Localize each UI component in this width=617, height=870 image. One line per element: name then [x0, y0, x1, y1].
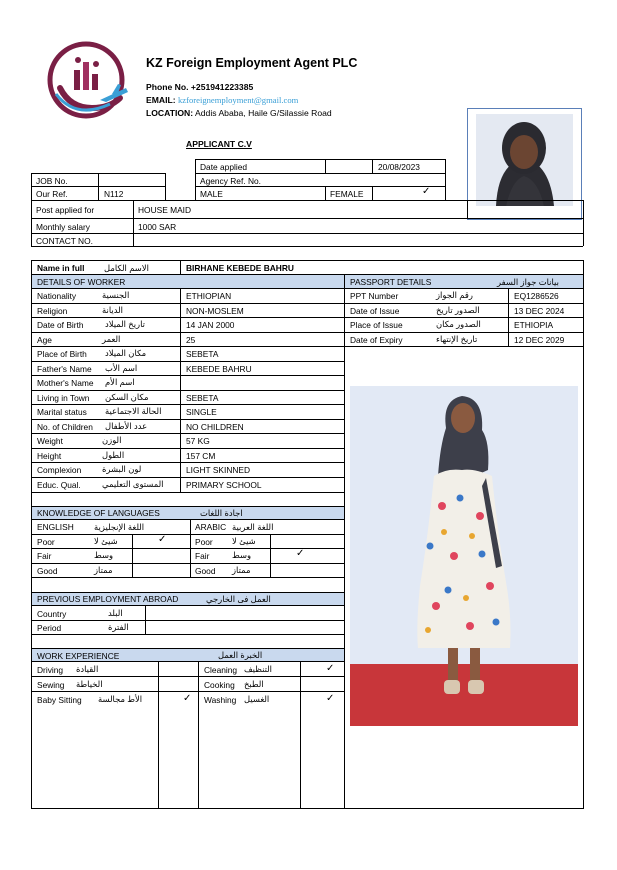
- passport-header: PASSPORT DETAILS: [350, 277, 432, 287]
- work-skill-checkmark: ✓: [326, 663, 335, 674]
- worker-field-label: Nationality: [37, 291, 77, 301]
- worker-field-label-ar: مكان الميلاد: [105, 348, 147, 358]
- location-value: Addis Ababa, Haile G/Silassie Road: [195, 108, 332, 118]
- work-skill-label: Cleaning: [204, 665, 238, 675]
- country-label-ar: البلد: [108, 608, 123, 618]
- passport-field-value: EQ1286526: [514, 291, 559, 301]
- row-divider: [31, 433, 345, 434]
- worker-field-value: 25: [186, 334, 196, 345]
- passport-field-label: PPT Number: [350, 291, 399, 301]
- email-link[interactable]: kzforeignemployment@gmail.com: [178, 95, 299, 105]
- worker-field-label-ar: العمر: [102, 333, 121, 344]
- english-level-label-ar: ممتاز: [94, 564, 113, 575]
- work-skill-label-ar: القيادة: [76, 664, 99, 674]
- arabic-level-label-ar: وسط: [232, 550, 252, 561]
- salary-value: 1000 SAR: [138, 222, 177, 232]
- portrait-photo: [476, 114, 573, 206]
- worker-field-label-ar: اسم الأب: [105, 362, 138, 373]
- work-skill-label-ar: التنظيف: [244, 664, 272, 674]
- our-ref-value: N112: [104, 189, 124, 199]
- row-divider: [344, 303, 584, 304]
- worker-field-value: SINGLE: [186, 407, 217, 417]
- worker-field-value: 14 JAN 2000: [186, 320, 235, 330]
- worker-field-label-ar: تاريخ الميلاد: [105, 319, 145, 329]
- english-label-ar: اللغة الإنجليزية: [94, 522, 145, 532]
- post-value: HOUSE MAID: [138, 205, 192, 215]
- worker-field-value: LIGHT SKINNED: [186, 465, 251, 475]
- company-logo: [40, 38, 132, 122]
- worker-field-label: Complexion: [37, 465, 82, 475]
- worker-field-value: 157 CM: [186, 450, 216, 461]
- passport-field-label-ar: رقم الجواز: [436, 290, 473, 300]
- worker-field-label-ar: اسم الأم: [105, 377, 135, 387]
- row-divider: [31, 332, 345, 333]
- worker-field-value: NON-MOSLEM: [186, 305, 244, 316]
- english-level-checkmark: ✓: [158, 534, 167, 545]
- female-checkmark: ✓: [422, 186, 431, 197]
- worker-field-value: KEBEDE BAHRU: [186, 363, 252, 374]
- company-phone-line: [146, 82, 253, 92]
- row-divider: [31, 676, 345, 677]
- english-level-label-ar: شيئ لا: [94, 536, 118, 546]
- date-applied-value: 20/08/2023: [378, 162, 420, 172]
- worker-field-value: SEBETA: [186, 392, 219, 403]
- logo-globe-hand-plane-icon: [40, 38, 132, 122]
- work-skill-label: Baby Sitting: [37, 695, 82, 705]
- name-value: BIRHANE KEBEDE BAHRU: [186, 263, 294, 273]
- phone-label: Phone No.: [146, 82, 189, 92]
- male-label: MALE: [200, 189, 223, 199]
- country-label: Country: [37, 609, 67, 619]
- worker-field-label-ar: المستوى التعليمي: [102, 478, 164, 489]
- passport-field-label-ar: تاريخ الإنتهاء: [436, 333, 478, 344]
- arabic-label-ar: اللغة العربية: [232, 522, 274, 532]
- row-divider: [31, 404, 345, 405]
- row-divider: [31, 563, 345, 564]
- full-length-photo: [350, 386, 578, 726]
- worker-field-label-ar: الديانة: [102, 304, 123, 315]
- worker-field-label-ar: الحالة الاجتماعية: [105, 406, 162, 416]
- abroad-header: PREVIOUS EMPLOYMENT ABROAD: [37, 594, 179, 604]
- row-divider: [31, 303, 345, 304]
- worker-field-value: 57 KG: [186, 436, 210, 446]
- abroad-header-ar: العمل فى الخارجي: [206, 594, 271, 604]
- work-skill-label: Washing: [204, 695, 237, 705]
- worker-field-label-ar: الوزن: [102, 435, 122, 445]
- row-divider: [31, 691, 345, 692]
- worker-field-label: Marital status: [37, 407, 87, 417]
- job-no-label: JOB No.: [36, 176, 68, 186]
- work-skill-checkmark: ✓: [326, 693, 335, 704]
- row-divider: [31, 477, 345, 478]
- contact-label: CONTACT NO.: [36, 236, 93, 246]
- worker-field-label: Age: [37, 334, 52, 345]
- agency-ref-label: Agency Ref. No.: [200, 176, 261, 186]
- worker-field-label: Father's Name: [37, 363, 92, 374]
- arabic-level-label-ar: شيئ لا: [232, 536, 256, 546]
- row-divider: [31, 361, 345, 362]
- post-label: Post applied for: [36, 205, 95, 215]
- arabic-level-label: Fair: [195, 551, 210, 562]
- english-level-label: Poor: [37, 537, 55, 547]
- worker-field-label-ar: الجنسية: [102, 290, 130, 300]
- row-divider: [31, 317, 345, 318]
- period-label: Period: [37, 623, 62, 633]
- english-level-label: Fair: [37, 551, 52, 562]
- worker-field-label: Living in Town: [37, 392, 90, 403]
- arabic-level-label-ar: ممتاز: [232, 564, 251, 575]
- passport-field-label: Date of Issue: [350, 305, 400, 316]
- work-skill-label-ar: الطبخ: [244, 679, 264, 689]
- languages-header-ar: اجادة اللغات: [200, 508, 243, 518]
- work-skill-label: Cooking: [204, 680, 235, 690]
- arabic-label: ARABIC: [195, 522, 227, 532]
- salary-label: Monthly salary: [36, 222, 90, 232]
- passport-field-label-ar: الصدور تاريخ: [436, 304, 480, 315]
- passport-field-label: Place of Issue: [350, 320, 403, 330]
- worker-field-label: Weight: [37, 436, 63, 446]
- work-skill-label-ar: الأط مجالسة: [98, 694, 143, 704]
- worker-field-value: PRIMARY SCHOOL: [186, 479, 262, 490]
- worker-field-label: Mother's Name: [37, 378, 94, 388]
- worker-field-value: ETHIOPIAN: [186, 291, 232, 301]
- work-header-ar: الخبرة العمل: [218, 650, 263, 660]
- english-level-label: Good: [37, 565, 58, 576]
- row-divider: [344, 317, 584, 318]
- work-skill-checkmark: ✓: [183, 693, 192, 704]
- our-ref-label: Our Ref.: [36, 189, 68, 199]
- worker-field-label-ar: لون البشرة: [102, 464, 142, 474]
- worker-field-value: SEBETA: [186, 349, 219, 359]
- worker-field-value: NO CHILDREN: [186, 421, 244, 432]
- email-label: EMAIL:: [146, 95, 176, 105]
- date-applied-label: Date applied: [200, 162, 248, 172]
- worker-field-label: Place of Birth: [37, 349, 87, 359]
- period-label-ar: الفترة: [108, 622, 129, 632]
- row-divider: [31, 419, 345, 420]
- arabic-level-label: Poor: [195, 537, 213, 547]
- worker-field-label: Date of Birth: [37, 320, 84, 330]
- worker-field-label: Educ. Qual.: [37, 479, 81, 490]
- work-header: WORK EXPERIENCE: [37, 651, 120, 661]
- english-label: ENGLISH: [37, 522, 74, 532]
- location-label: LOCATION:: [146, 108, 194, 118]
- row-divider: [31, 390, 345, 391]
- company-location-line: [146, 108, 332, 118]
- worker-field-label-ar: عدد الأطفال: [105, 420, 148, 431]
- worker-field-label-ar: مكان السكن: [105, 391, 149, 402]
- name-label: Name in full: [37, 263, 85, 273]
- passport-field-value: 12 DEC 2029: [514, 334, 565, 345]
- row-divider: [31, 346, 345, 347]
- work-skill-label-ar: الغسيل: [244, 694, 270, 704]
- passport-field-value: 13 DEC 2024: [514, 305, 565, 316]
- passport-header-ar: بيانات جواز السفر: [497, 277, 559, 287]
- languages-header: KNOWLEDGE OF LANGUAGES: [37, 508, 160, 518]
- arabic-level-label: Good: [195, 565, 216, 576]
- worker-field-label: Height: [37, 450, 62, 461]
- english-level-label-ar: وسط: [94, 550, 114, 561]
- cv-title: APPLICANT C.V: [186, 139, 252, 149]
- row-divider: [344, 332, 584, 333]
- phone-value: +251941223385: [190, 82, 254, 92]
- work-skill-label: Sewing: [37, 680, 65, 690]
- company-email-line: [146, 95, 298, 105]
- worker-field-label-ar: الطول: [102, 449, 125, 460]
- worker-field-label: No. of Children: [37, 421, 93, 432]
- work-skill-label: Driving: [37, 665, 64, 675]
- passport-field-value: ETHIOPIA: [514, 320, 554, 330]
- row-divider: [31, 375, 345, 376]
- work-skill-label-ar: الخياطة: [76, 679, 103, 689]
- arabic-level-checkmark: ✓: [296, 548, 305, 560]
- row-divider: [31, 462, 345, 463]
- female-label: FEMALE: [330, 189, 364, 199]
- passport-field-label: Date of Expiry: [350, 334, 403, 345]
- row-divider: [31, 448, 345, 449]
- worker-field-label: Religion: [37, 305, 68, 316]
- name-label-ar: الاسم الكامل: [104, 263, 149, 273]
- company-name: KZ Foreign Employment Agent PLC: [146, 56, 358, 70]
- worker-header: DETAILS OF WORKER: [37, 277, 126, 287]
- passport-field-label-ar: الصدور مكان: [436, 319, 481, 329]
